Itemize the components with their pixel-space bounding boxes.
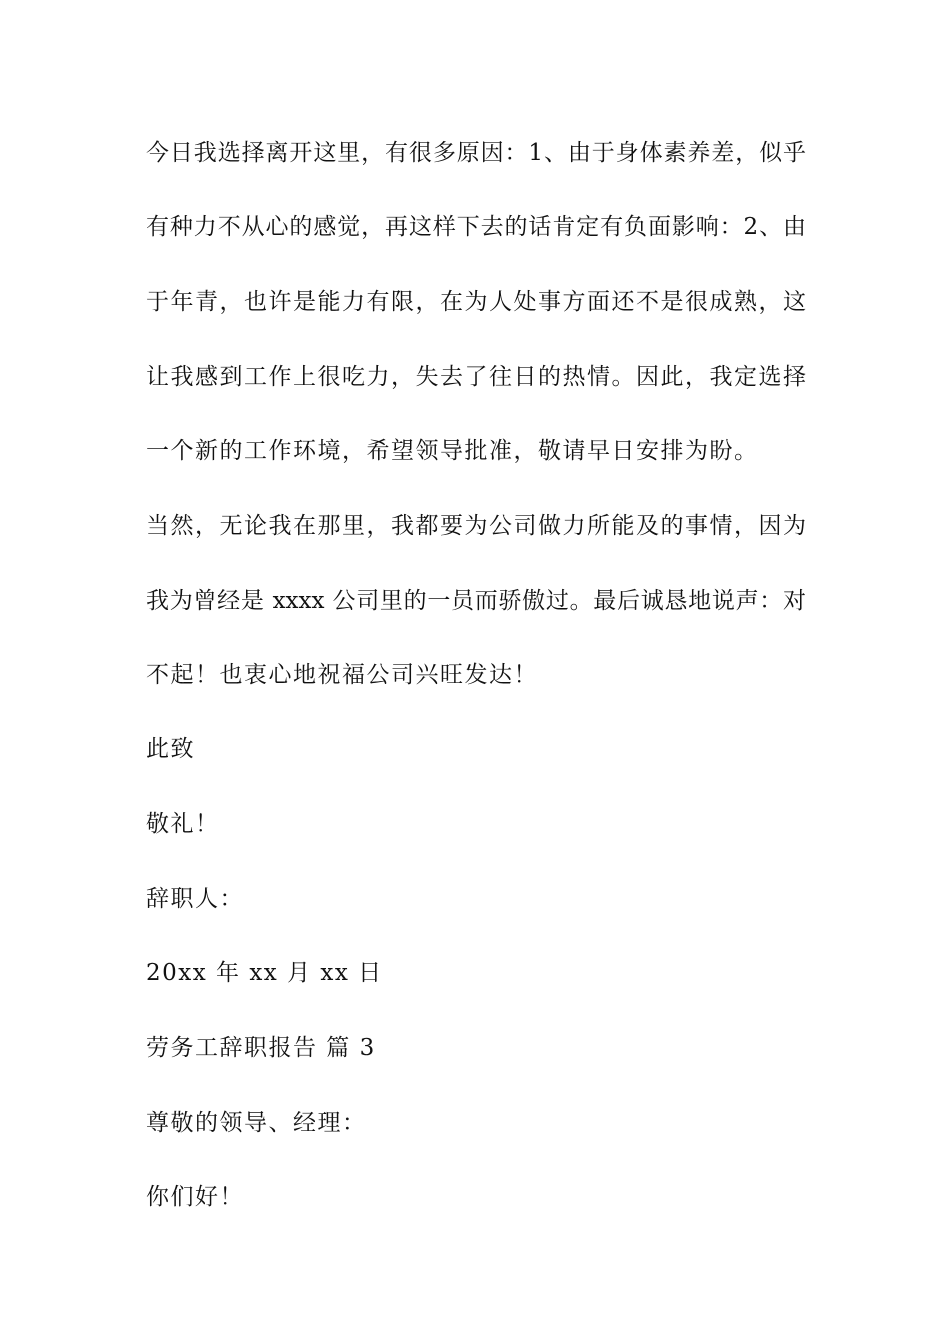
body-text-line: 让我感到工作上很吃力，失去了往日的热情。因此，我定选择 [146,364,806,390]
greeting: 你们好！ [146,1184,244,1210]
section-title: 劳务工辞职报告 篇 3 [146,1035,376,1061]
body-text-line: 我为曾经是 xxxx 公司里的一员而骄傲过。最后诚恳地说声：对 [146,588,806,614]
salutation: 尊敬的领导、经理： [146,1110,367,1136]
body-text-line: 于年青，也许是能力有限，在为人处事方面还不是很成熟，这 [146,289,806,315]
body-text-line: 不起！也衷心地祝福公司兴旺发达！ [146,662,538,688]
date-line: 20xx 年 xx 月 xx 日 [146,960,383,986]
body-text-line: 当然，无论我在那里，我都要为公司做力所能及的事情，因为 [146,513,806,539]
body-text-line: 有种力不从心的感觉，再这样下去的话肯定有负面影响：2、由 [146,214,806,240]
body-text-line: 今日我选择离开这里，有很多原因：1、由于身体素养差，似乎 [146,140,806,166]
closing-line: 敬礼！ [146,811,220,837]
closing-line: 此致 [146,736,195,762]
body-text-line: 一个新的工作环境，希望领导批准，敬请早日安排为盼。 [146,438,759,464]
signer-label: 辞职人： [146,886,244,912]
